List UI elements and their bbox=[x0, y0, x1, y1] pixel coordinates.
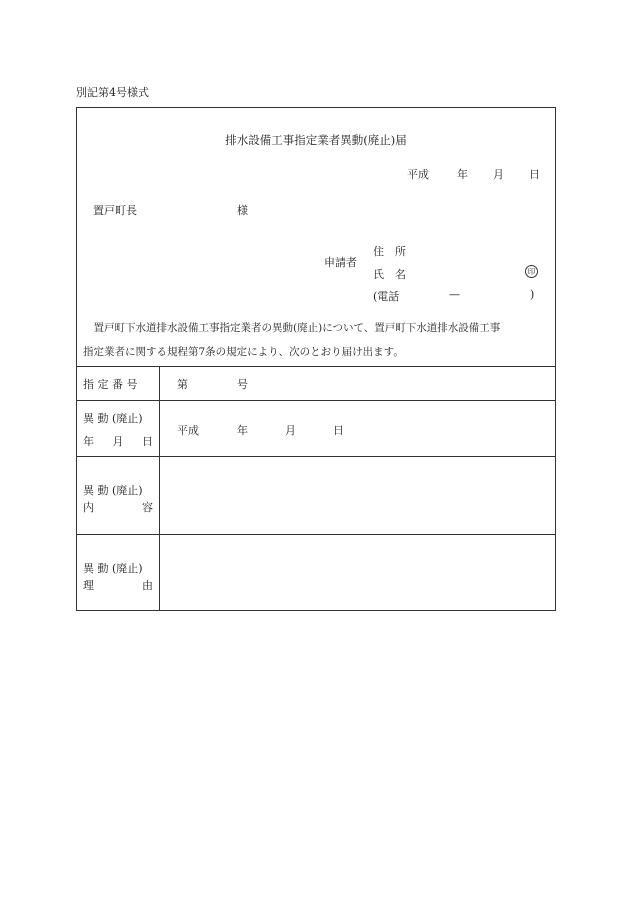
table-row-divider bbox=[77, 400, 555, 401]
applicant-label: 申請者 bbox=[324, 256, 357, 269]
date-day: 日 bbox=[529, 168, 540, 181]
change-date-month: 月 bbox=[285, 424, 296, 437]
label-content-2: 容 bbox=[142, 501, 153, 514]
form-title: 排水設備工事指定業者異動(廃止)届 bbox=[225, 133, 407, 147]
row-label-number: 指 定 番 号 bbox=[83, 378, 138, 391]
body-text-line1: 置戸町下水道排水設備工事指定業者の異動(廃止)について、置戸町下水道排水設備工事 bbox=[93, 322, 501, 334]
form-label: 別記第4号様式 bbox=[76, 86, 149, 99]
row-label-content-line2 bbox=[83, 499, 153, 515]
row-label-date-line1: 異 動 (廃止) bbox=[83, 412, 143, 425]
date-month: 月 bbox=[493, 168, 504, 181]
seal-icon: 印 bbox=[525, 265, 538, 278]
row-label-reason-line1: 異 動 (廃止) bbox=[83, 562, 143, 575]
number-suffix: 号 bbox=[237, 378, 248, 391]
change-date-day: 日 bbox=[333, 424, 344, 437]
address-label: 住 所 bbox=[373, 245, 406, 258]
table-row-divider bbox=[77, 456, 555, 457]
body-text-line2: 指定業者に関する規程第7条の規定により、次のとおり届け出ます。 bbox=[83, 346, 404, 358]
date-era: 平成 bbox=[407, 168, 429, 181]
label-day: 日 bbox=[142, 435, 153, 448]
change-date-era: 平成 bbox=[177, 424, 199, 437]
row-label-reason-line2 bbox=[83, 577, 153, 593]
label-reason-2: 由 bbox=[142, 579, 153, 592]
label-month: 月 bbox=[112, 435, 124, 448]
phone-open: (電話 bbox=[373, 290, 400, 303]
name-label: 氏 名 bbox=[373, 268, 406, 281]
table-column-divider bbox=[159, 366, 160, 611]
label-year: 年 bbox=[83, 435, 94, 448]
label-reason-1: 理 bbox=[83, 579, 94, 592]
addressee-honorific: 様 bbox=[237, 204, 248, 217]
phone-close: ) bbox=[530, 288, 535, 301]
date-year: 年 bbox=[457, 168, 468, 181]
row-label-content-line1: 異 動 (廃止) bbox=[83, 484, 143, 497]
row-label-date-line2 bbox=[83, 433, 153, 449]
number-prefix: 第 bbox=[177, 378, 188, 391]
table-top-border bbox=[77, 366, 555, 367]
change-date-year: 年 bbox=[237, 424, 248, 437]
label-content-1: 内 bbox=[83, 501, 94, 514]
phone-dash: — bbox=[449, 288, 460, 301]
form-frame bbox=[76, 107, 556, 611]
table-row-divider bbox=[77, 534, 555, 535]
addressee-name: 置戸町長 bbox=[93, 204, 137, 217]
